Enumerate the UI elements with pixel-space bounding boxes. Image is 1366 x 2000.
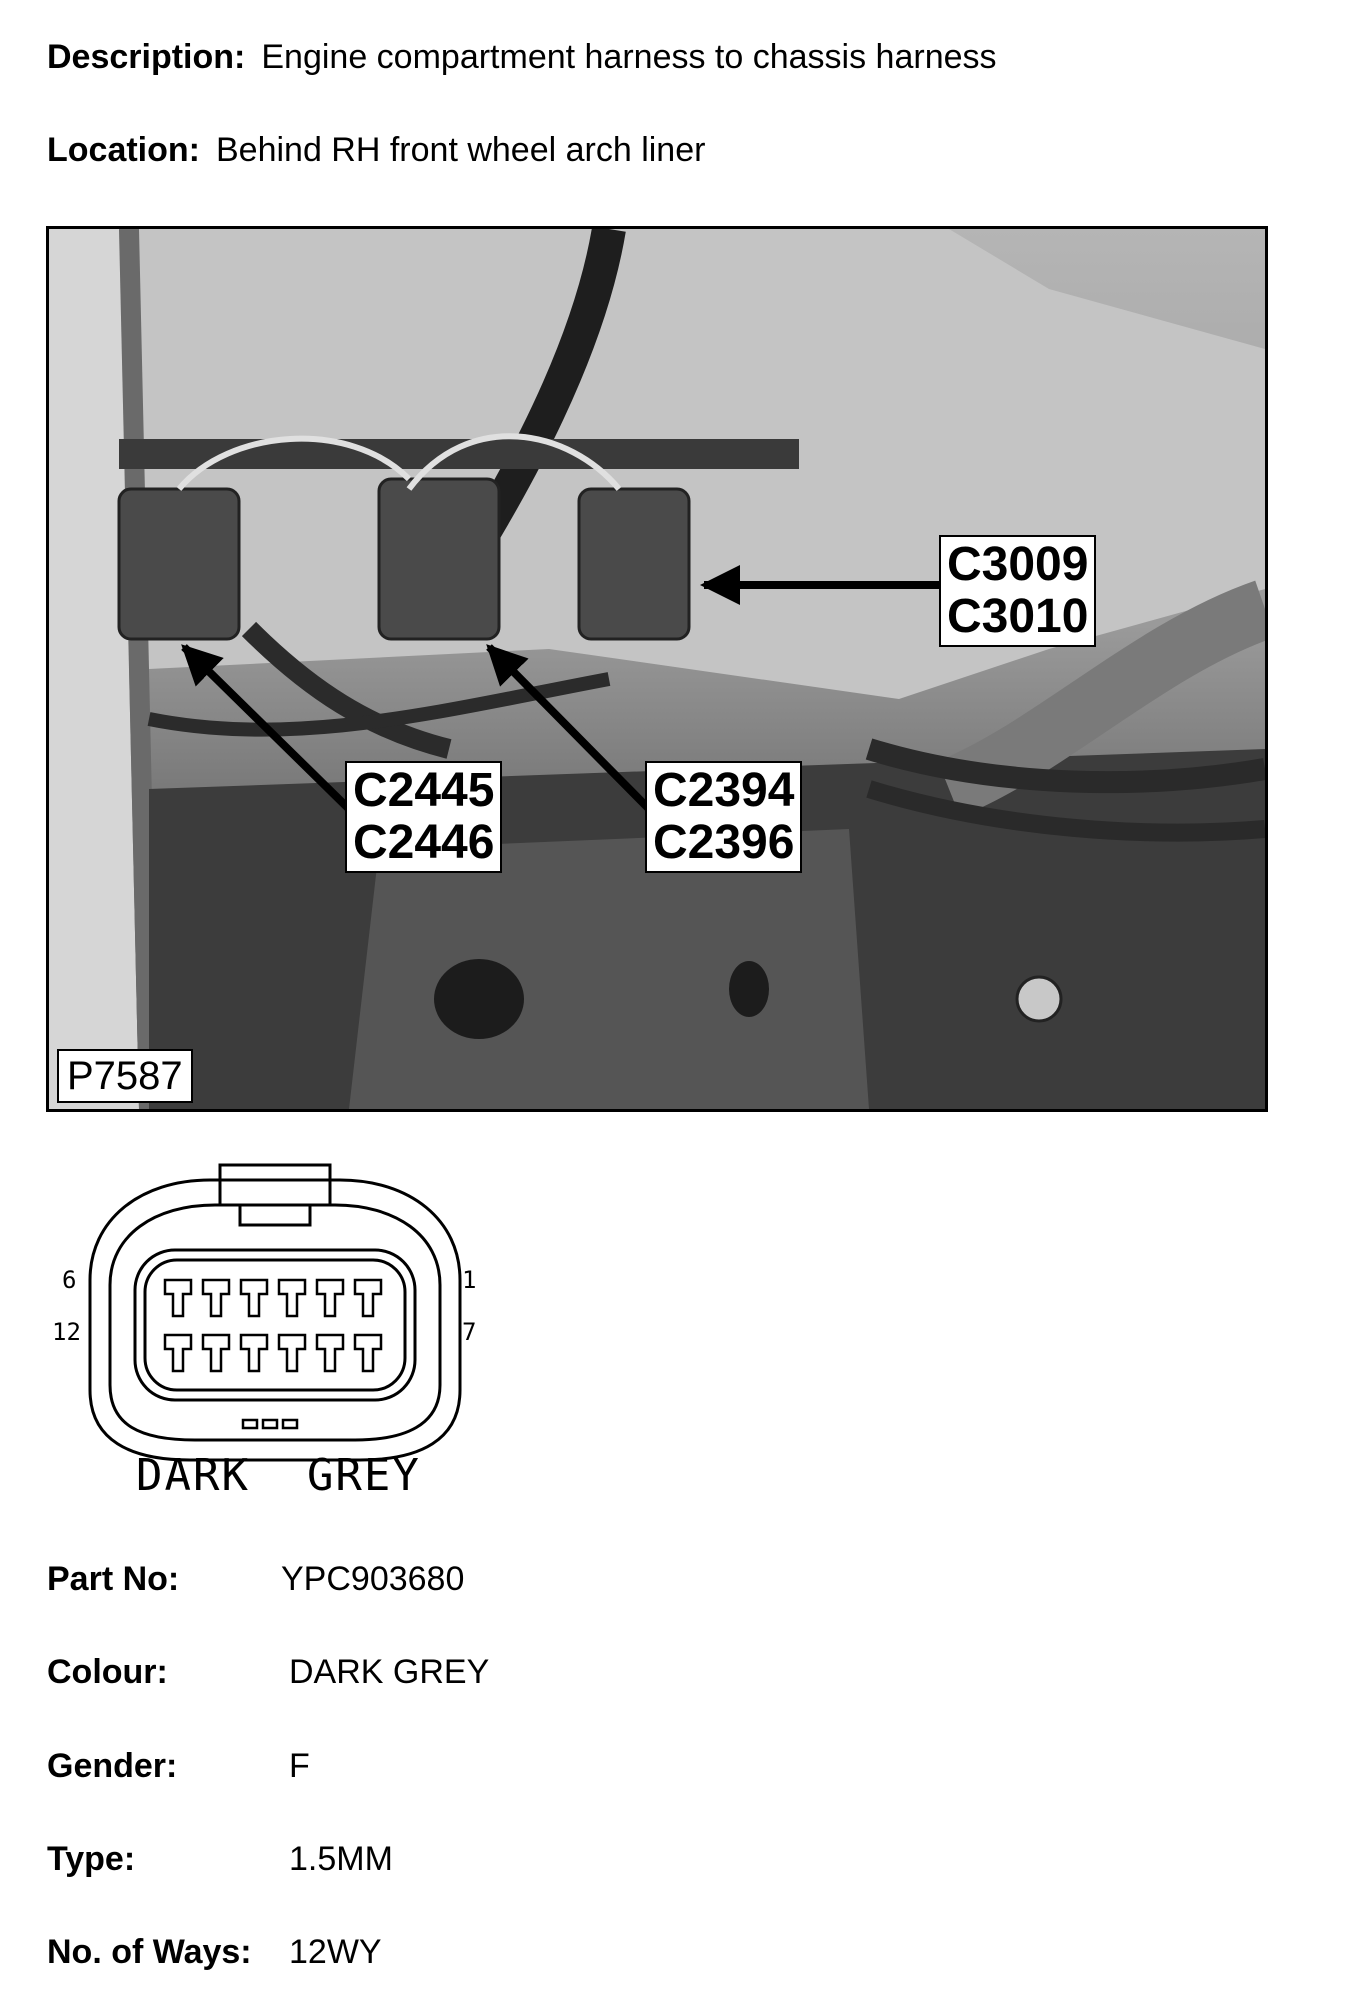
description-label: Description: [47,38,246,76]
photo-illustration [49,229,1265,1109]
spec-value: F [289,1747,310,1785]
callout-c2394-c2396 [645,761,802,873]
description-row [47,38,997,77]
callout-c2445-c2446 [345,761,502,873]
spec-value: DARK GREY [289,1653,490,1691]
spec-label: Part No: [47,1560,180,1598]
diagram-colour-caption: DARK GREY [136,1450,421,1501]
spec-value: 12WY [289,1933,382,1971]
spec-label: No. of Ways: [47,1933,252,1971]
spec-label: Colour: [47,1653,168,1691]
spec-label: Type: [47,1840,136,1878]
spec-value: 1.5MM [289,1840,393,1878]
pin-label-1: 1 [462,1266,477,1294]
pin-cavities [165,1280,381,1371]
location-value: Behind RH front wheel arch liner [215,131,706,169]
spec-row-gender [47,1747,310,1786]
photo-reference: P7587 [57,1049,193,1103]
spec-row-type [47,1840,393,1879]
spec-row-part-no [47,1560,465,1599]
callout-line: C3010 [947,590,1089,643]
pin-label-6: 6 [62,1266,77,1294]
callout-line: C3009 [947,538,1089,591]
callout-line: C2446 [353,816,495,869]
connector-location-photo [46,226,1268,1112]
spec-row-colour [47,1653,490,1692]
pin-label-7: 7 [462,1318,477,1346]
callout-line: C2394 [653,764,795,817]
spec-row-no-of-ways [47,1933,382,1972]
pin-label-12: 12 [52,1318,81,1346]
spec-label: Gender: [47,1747,178,1785]
callout-c3009-c3010 [939,535,1096,647]
location-label: Location: [47,131,200,169]
callout-line: C2445 [353,764,495,817]
location-row [47,131,705,170]
description-value: Engine compartment harness to chassis harness [261,38,997,76]
callout-line: C2396 [653,816,795,869]
spec-value: YPC903680 [281,1560,465,1598]
